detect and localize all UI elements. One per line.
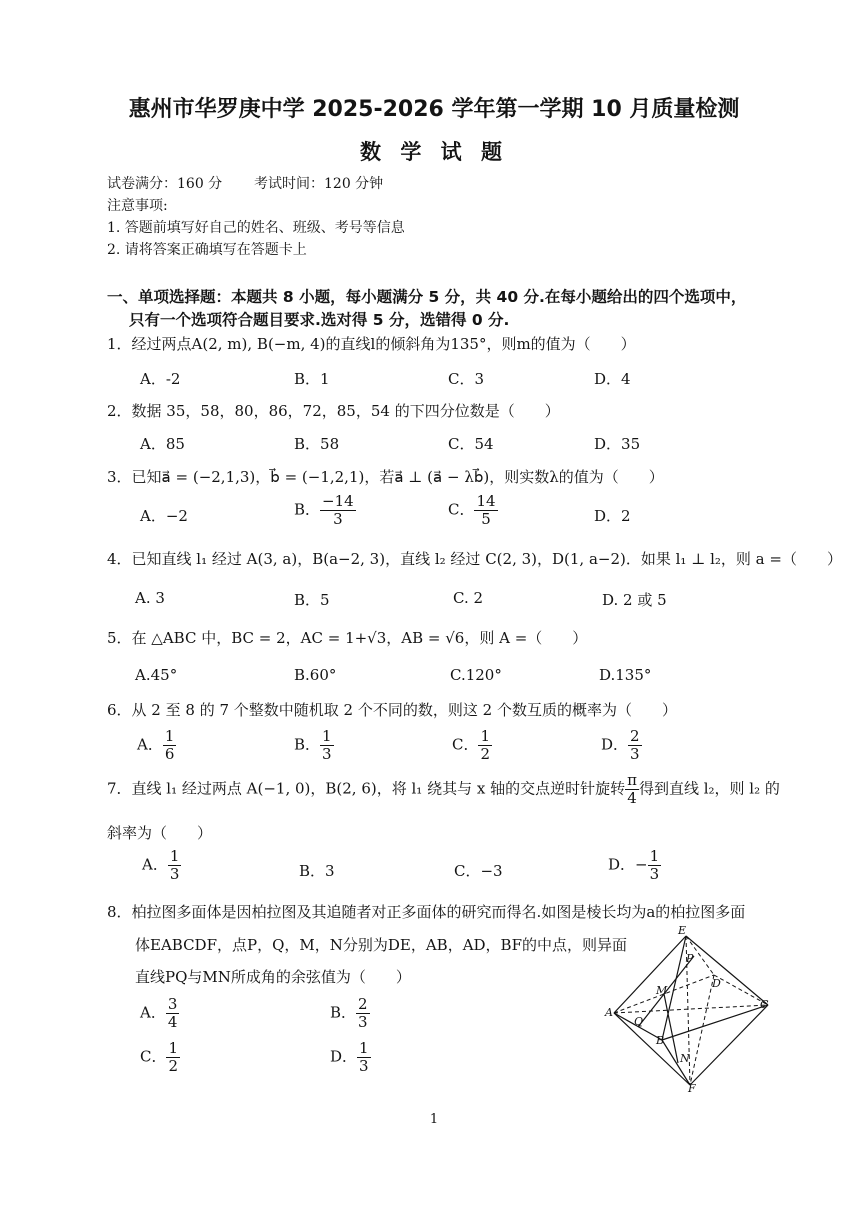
- question-4-stem: 4．已知直线 l₁ 经过 A(3, a)，B(a−2, 3)，直线 l₂ 经过 C(2, 3)，D(1, a−2)．如果 l₁ ⊥ l₂，则 a =（ ）: [107, 550, 842, 568]
- notes-heading: 注意事项:: [107, 198, 168, 214]
- q7-option-d: D．− $\frac{1}{3}$: [608, 847, 660, 883]
- question-5-stem: 5．在 △ABC 中，BC = 2，AC = 1+√3，AB = √6，则 A =（ ）: [107, 629, 588, 647]
- q6-option-c: C． $\frac{1}{2}$: [452, 727, 491, 763]
- label-p: P: [686, 952, 694, 965]
- q8-option-a: A． $\frac{3}{4}$: [140, 995, 178, 1031]
- edge-ea: [614, 936, 686, 1013]
- q4-option-c: C. 2: [453, 589, 484, 607]
- q8-option-b: B． $\frac{2}{3}$: [330, 995, 368, 1031]
- q1-option-b: B．1: [294, 370, 330, 388]
- question-8-line3: 直线PQ与MN所成角的余弦值为（ ）: [135, 968, 411, 986]
- question-6-stem: 6．从 2 至 8 的 7 个整数中随机取 2 个不同的数，则这 2 个数互质的概率为（ ）: [107, 701, 677, 719]
- question-2-stem: 2．数据 35，58，80，86，72，85，54 的下四分位数是（ ）: [107, 402, 560, 420]
- q8-option-c: C． $\frac{1}{2}$: [140, 1039, 179, 1075]
- q3-option-b: B． $\frac{-14}{3}$: [294, 492, 354, 528]
- question-8-line2: 体EABCDF，点P，Q，M，N分别为DE，AB，AD，BF的中点，则异面: [135, 936, 627, 954]
- q4-option-a: A. 3: [135, 589, 165, 607]
- question-7-stem: 7．直线 l₁ 经过两点 A(−1, 0)，B(2, 6)，将 l₁ 绕其与 x 轴的交点逆时针旋转 $\frac{\pi}{4}$ 得到直线 l₂，则 l₂ 的: [107, 771, 780, 807]
- question-3-stem: 3．已知a⃗ = (−2,1,3)，b⃗ = (−1,2,1)，若a⃗ ⊥ (a⃗ − λb⃗)，则实数λ的值为（ ）: [107, 468, 664, 486]
- q3-option-d: D．2: [594, 507, 631, 525]
- question-1-stem: 1．经过两点A(2, m), B(−m, 4)的直线l的倾斜角为135°，则m的值为（ ）: [107, 335, 636, 353]
- q2-option-a: A．85: [140, 435, 185, 453]
- q6-option-b: B． $\frac{1}{3}$: [294, 727, 332, 763]
- q2-option-b: B．58: [294, 435, 340, 453]
- label-a: A: [605, 1006, 613, 1019]
- segment-mn: [664, 994, 678, 1063]
- label-b: B: [656, 1034, 665, 1047]
- q1-option-d: D．4: [594, 370, 631, 388]
- q3-option-a: A．−2: [140, 507, 188, 525]
- exam-time: 考试时间：120 分钟: [254, 176, 384, 192]
- q1-option-c: C．3: [448, 370, 485, 388]
- q2-option-d: D．35: [594, 435, 641, 453]
- q6-option-d: D． $\frac{2}{3}$: [601, 727, 640, 763]
- q3-option-c: C． $\frac{14}{5}$: [448, 492, 496, 528]
- q6-option-a: A． $\frac{1}{6}$: [137, 727, 175, 763]
- q4-option-b: B．5: [294, 591, 330, 609]
- section-heading-line1: 一、单项选择题：本题共 8 小题，每小题满分 5 分，共 40 分.在每小题给出的四个选项中，: [107, 288, 747, 306]
- question-8-line1: 8．柏拉图多面体是因柏拉图及其追随者对正多面体的研究而得名.如图是棱长均为a的柏拉图多面: [107, 903, 746, 921]
- q4-option-d: D. 2 或 5: [602, 591, 667, 609]
- label-f: F: [688, 1082, 696, 1092]
- q8-option-d: D． $\frac{1}{3}$: [330, 1039, 369, 1075]
- axis-ac: [614, 1005, 768, 1013]
- exam-subtitle: 数 学 试 题: [360, 140, 508, 164]
- edge-ec: [686, 936, 768, 1005]
- page-number: 1: [429, 1112, 439, 1127]
- q5-option-d: D.135°: [599, 666, 652, 684]
- label-m: M: [656, 984, 668, 997]
- octahedron-figure: [600, 922, 780, 1092]
- q2-option-c: C．54: [448, 435, 494, 453]
- edge-bc: [662, 1005, 768, 1040]
- label-c: C: [760, 998, 769, 1011]
- note-2: 2. 请将答案正确填写在答题卡上: [107, 242, 307, 258]
- q5-option-c: C.120°: [450, 666, 502, 684]
- note-1: 1. 答题前填写好自己的姓名、班级、考号等信息: [107, 220, 405, 236]
- label-q: Q: [634, 1015, 644, 1028]
- section-heading-line2: 只有一个选项符合题目要求.选对得 5 分，选错得 0 分.: [129, 311, 510, 329]
- label-n: N: [680, 1052, 690, 1065]
- q1-option-a: A．-2: [140, 370, 181, 388]
- exam-title: 惠州市华罗庚中学 2025-2026 学年第一学期 10 月质量检测: [128, 97, 740, 122]
- q5-option-a: A.45°: [135, 666, 178, 684]
- full-score: 试卷满分：160 分: [107, 176, 223, 192]
- q7-option-c: C．−3: [454, 862, 503, 880]
- q7-option-a: A． $\frac{1}{3}$: [142, 847, 180, 883]
- edge-af: [614, 1013, 690, 1085]
- label-d: D: [712, 977, 721, 990]
- edge-fc: [690, 1005, 768, 1085]
- q7-option-b: B．3: [299, 862, 335, 880]
- q5-option-b: B.60°: [294, 666, 337, 684]
- label-e: E: [678, 924, 687, 937]
- question-7-stem-line2: 斜率为（ ）: [107, 824, 213, 842]
